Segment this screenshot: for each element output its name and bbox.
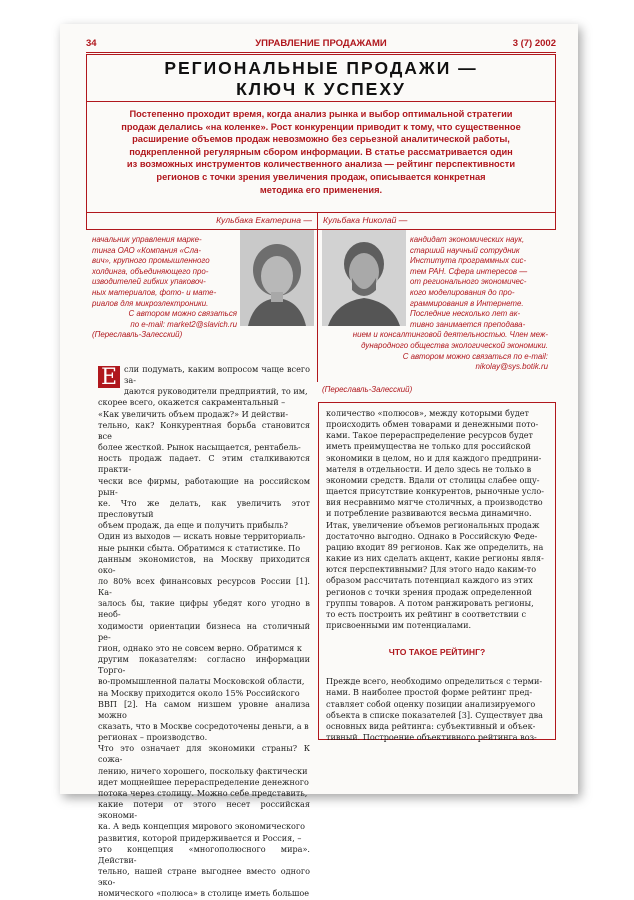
body-line: Итак, увеличение объемов региональных продаж (326, 519, 540, 530)
bio-line: старший научный сотрудник (410, 245, 520, 255)
author-separator (317, 212, 318, 382)
body-line: во-промышленной палаты Московской области, (98, 676, 305, 687)
body-line: ке. Что же делать, как увеличить этот пресловутый (98, 497, 310, 520)
body-line: ные рынки сбыта. Обратимся к статистике. По (98, 542, 301, 553)
body-line: регионах – производство. (98, 732, 208, 743)
author-divider (86, 212, 556, 213)
lead-line: подкрепленной регулярным сбором информации. В статье рассматривается один (129, 146, 513, 157)
body-line: залось бы, такие цифры убедят кого угодно в необ- (98, 598, 310, 620)
body-line: образом рассчитать потенциал каждого из этих (326, 575, 533, 586)
bio-line: вич», крупного промышленного (92, 256, 210, 266)
author2-city: (Переславль-Залесский) (322, 385, 413, 394)
body-line: «Как увеличить объем продаж?» И действи- (98, 408, 289, 419)
bio-line: по e-mail: market2@slavich.ru (130, 319, 237, 329)
body-line: и потребление развиваются весьма динамично. (326, 508, 532, 519)
body-line: рацию входит 89 регионов. Как же определить, на (326, 541, 544, 552)
body-line: объекта в списке показателей [3]. Существует два (326, 709, 543, 720)
bio-line: ных материалов, фото- и мате- (92, 287, 217, 297)
body-line: ходимости ориентации бизнеса на столичный ре- (98, 620, 310, 642)
body-line: ность продаж падает. С этим сталкиваются практи- (98, 453, 310, 475)
body-line: достаточно выгодно. Однако в Российскую Феде- (326, 530, 538, 541)
body-line: группы товаров. А потом ранжировать регионы, (326, 597, 534, 608)
bio-line: (Переславль-Залесский) (92, 330, 183, 340)
bio-line: начальник управления марке- (92, 235, 202, 244)
body-column-1 (98, 364, 310, 900)
bio-line: С автором можно связаться (128, 309, 237, 319)
body-line: Что это означает для экономики страны? К сожа- (98, 743, 310, 765)
bio-line: дународного общества экологической экономики. (361, 340, 548, 350)
body-line: сли подумать, каким вопросом чаще всего за- (124, 364, 310, 386)
bio-line: холдинга, объединяющего про- (92, 266, 209, 276)
body-line: потока через столицу. Можно себе представить, (98, 787, 308, 798)
page-number: 34 (86, 38, 97, 49)
bio-line: кого моделирования до про- (410, 287, 515, 297)
lead-paragraph (98, 108, 544, 196)
bio-line: nikolay@sys.botik.ru (475, 362, 548, 372)
author1-name: Кульбака Екатерина — (216, 215, 312, 225)
body-line: идет мощнейшее перераспределение денежного (98, 776, 309, 787)
body-line: скорее всего, окажется сакраментальный – (98, 397, 286, 408)
body-line: даются руководители предприятий, то им, (124, 386, 308, 397)
title-divider (86, 101, 556, 102)
author2-name: Кульбака Николай — (323, 215, 408, 225)
body-line: сказать, что в Москве сосредоточены деньги, а в (98, 721, 309, 731)
title-line: РЕГИОНАЛЬНЫЕ ПРОДАЖИ — (164, 58, 478, 78)
bio-line: нием и консалтинговой деятельностью. Член меж- (352, 330, 548, 340)
drop-cap: Е (98, 366, 120, 388)
bio-line: изводителей гибких упаковоч- (92, 277, 206, 287)
body-line: экономики в целом, но и для каждого предприни- (326, 452, 542, 463)
lead-line: методика его применения. (259, 184, 383, 195)
body-line: ВВП [2]. На самом низшем уровне анализа можно (98, 698, 310, 720)
body-line: номического «полюса» в столице иметь большое (98, 888, 310, 899)
body-line: экономии средств. Вдали от столицы слабее ощу- (326, 474, 540, 485)
author1-photo (240, 230, 314, 326)
body-line: это концепция «многополюсного мира». Действи- (98, 843, 310, 865)
body-line: гион, однако это не совсем верно. Обратимся к (98, 642, 302, 653)
bio-line: граммирования в Интернете. (410, 298, 524, 308)
body-line: регионов с точки зрения продаж определенной (326, 586, 532, 597)
body-line: ками. Такое перераспределение ресурсов будет (326, 430, 534, 441)
author1-bio (92, 235, 237, 341)
lead-line: Постепенно проходит время, когда анализ рынка и выбор оптимальной стратегии (129, 109, 513, 119)
bio-line: тинга ОАО «Компания «Сла- (92, 245, 202, 255)
bio-line: тивно занимается преподава- (410, 319, 526, 329)
bio-line: Института программных сис- (410, 256, 527, 266)
body-line: нами. В наиболее простой форме рейтинг пред- (326, 687, 533, 698)
body-line: ло 80% всех финансовых ресурсов России [1]. Ка- (98, 575, 310, 598)
body-line: тельно, как? Конкурентная борьба становится все (98, 419, 310, 441)
body-line: происходить обмен товарами и денежными пото- (326, 419, 539, 430)
section-subheading: ЧТО ТАКОЕ РЕЙТИНГ? (388, 647, 486, 658)
body-line: развития, которой придерживается и Россия, – (98, 832, 302, 843)
body-line: ставляет собой оценку позиции анализируемого (326, 698, 536, 709)
running-header (86, 38, 556, 53)
section-title: УПРАВЛЕНИЕ ПРОДАЖАМИ (255, 38, 387, 49)
magazine-page (60, 24, 578, 899)
lead-line: расширение объемов продаж невозможно без серьезной аналитической работы, (132, 134, 510, 145)
body-line: тельно, нашей стране выгоднее вместо одного эко- (98, 866, 310, 888)
bio-line: кандидат экономических наук, (410, 235, 525, 244)
body-line: чески все фирмы, работающие на российском рын- (98, 475, 310, 497)
body-line: объем продаж, да еще и получить прибыль? (98, 520, 288, 531)
title-line: КЛЮЧ К УСПЕХУ (236, 79, 406, 99)
body-line: основных вида рейтинга: субъективный и объек- (326, 720, 536, 731)
body-line: лению, ничего хорошего, поскольку фактически (98, 765, 308, 776)
body-column-2 (326, 408, 548, 743)
body-line: более жесткой. Рынок насыщается, рентабель- (98, 442, 301, 453)
body-line: ка. А ведь концепция мирового экономического (98, 821, 306, 832)
body-line: мателя в отдельности. И дело здесь не только в (326, 463, 532, 474)
body-line: количество «полюсов», между которыми будет (326, 408, 529, 418)
body-line: иметь преимущества не только для российской (326, 441, 531, 452)
body-line: ются перспективными? Для этого надо каким-то (326, 564, 537, 575)
lead-line: продаж делались «на коленке». Рост конкуренции приводит к тому, что существенное (121, 121, 521, 132)
lead-line: регионов с точки зрения увеличения продаж, описывается конкретная (156, 171, 486, 182)
body-line: какие потери от этого несет российская экономи- (98, 799, 310, 821)
article-title (86, 58, 556, 100)
author2-bio (322, 235, 548, 373)
body-line: щается присутствие конкурентов, рыночные усло- (326, 486, 544, 497)
bio-line: риалов для микроэлектроники. (92, 298, 209, 308)
bio-line: Последние несколько лет ак- (410, 309, 521, 319)
body-line: тивный. Построение объективного рейтинга воз- (326, 732, 537, 743)
body-line: Прежде всего, необходимо определиться с терми- (326, 676, 543, 687)
body-line: присвоенными им потенциалами. (326, 619, 472, 630)
body-line: какие из них сделать акцент, какие регионы явля- (326, 553, 544, 564)
bio-line: С автором можно связаться по e-mail: (402, 351, 548, 361)
body-line: Один из выходов — искать новые территориаль- (98, 531, 306, 542)
issue-number: 3 (7) 2002 (512, 38, 556, 49)
body-line: на Москву приходится около 15% Российского (98, 687, 300, 698)
body-line: то есть построить их рейтинг в соответствии с (326, 608, 527, 619)
body-line: вия несравнимо мягче столичных, а производство (326, 497, 543, 508)
bio-line: от регионального экономичес- (410, 277, 527, 287)
bio-line: тем РАН. Сфера интересов — (410, 266, 528, 276)
lead-line: из возможных инструментов количественного анализа — рейтинг перспективности (126, 159, 516, 170)
body-line: другим показателям: согласно информации Торго- (98, 654, 310, 676)
body-line: данным экономистов, на Москву приходится око- (98, 553, 310, 575)
